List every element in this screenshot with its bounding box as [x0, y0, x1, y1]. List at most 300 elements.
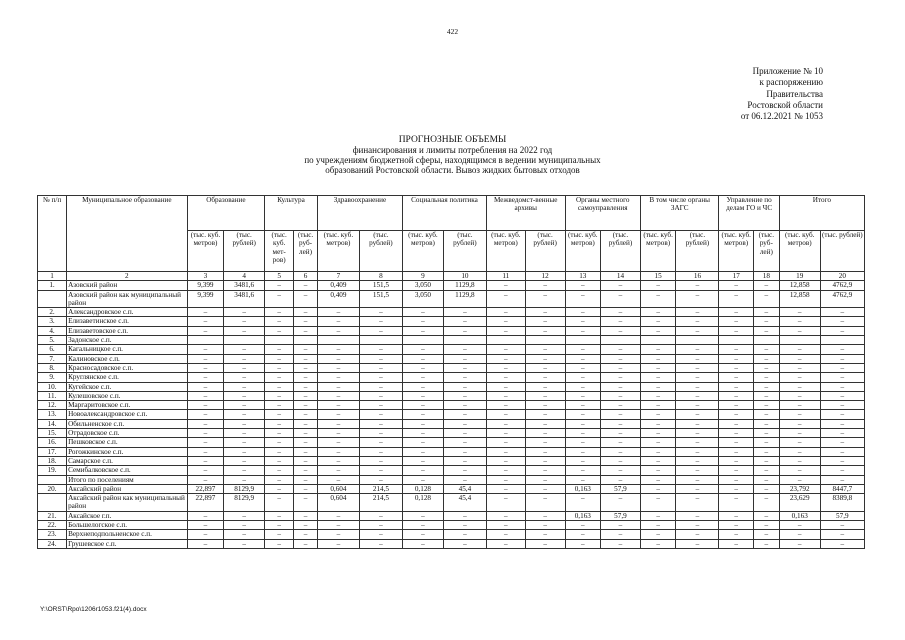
value-cell: – — [676, 410, 719, 419]
municipality-name-cell: Большелогское с.п. — [67, 521, 188, 530]
value-cell: – — [359, 530, 402, 539]
column-index-cell: 12 — [525, 272, 565, 281]
value-cell: – — [265, 539, 294, 548]
value-cell: – — [265, 308, 294, 317]
value-cell: – — [486, 447, 525, 456]
value-cell: – — [443, 308, 486, 317]
value-cell: 45,4 — [443, 484, 486, 493]
value-cell: 0,604 — [317, 484, 359, 493]
value-cell: – — [565, 354, 601, 363]
column-index-cell: 20 — [820, 272, 864, 281]
municipality-name-cell: Кагальницкое с.п. — [67, 345, 188, 354]
value-cell: – — [187, 429, 224, 438]
value-cell: – — [753, 382, 779, 391]
table-row — [38, 354, 865, 363]
value-cell: – — [187, 466, 224, 475]
value-cell: 151,5 — [359, 290, 402, 308]
value-cell: – — [820, 539, 864, 548]
value-cell: – — [719, 438, 753, 447]
column-index-cell: 13 — [565, 272, 601, 281]
municipality-name-cell: Аксайское г.п. — [67, 511, 188, 520]
table-row — [38, 447, 865, 456]
table-row — [38, 419, 865, 428]
value-cell: – — [359, 391, 402, 400]
row-number-cell: 10. — [38, 382, 67, 391]
value-cell: – — [565, 363, 601, 372]
value-cell: – — [294, 281, 318, 290]
value-cell: – — [443, 511, 486, 520]
value-cell: – — [565, 530, 601, 539]
value-cell: – — [565, 419, 601, 428]
value-cell: – — [779, 475, 820, 484]
value-cell: – — [525, 447, 565, 456]
value-cell: – — [820, 438, 864, 447]
row-number-cell: 17. — [38, 447, 67, 456]
value-cell: 12,858 — [779, 281, 820, 290]
column-index-cell: 16 — [676, 272, 719, 281]
group-header: Итого — [779, 196, 864, 231]
value-cell: – — [443, 326, 486, 335]
value-cell: 4762,9 — [820, 281, 864, 290]
row-number-cell: 9. — [38, 373, 67, 382]
value-cell: – — [601, 475, 641, 484]
table-row — [38, 308, 865, 317]
value-cell: – — [486, 511, 525, 520]
value-cell: – — [402, 382, 443, 391]
value-cell: – — [779, 466, 820, 475]
value-cell: – — [187, 363, 224, 372]
value-cell: – — [525, 326, 565, 335]
value-cell: – — [719, 419, 753, 428]
value-cell: – — [317, 363, 359, 372]
value-cell: – — [640, 456, 676, 465]
value-cell: – — [402, 419, 443, 428]
value-cell: – — [753, 438, 779, 447]
unit-header: (тыс. рублей) — [820, 231, 864, 272]
value-cell: – — [402, 521, 443, 530]
value-cell: – — [317, 401, 359, 410]
value-cell: – — [676, 539, 719, 548]
value-cell: 3,050 — [402, 281, 443, 290]
value-cell: – — [294, 345, 318, 354]
value-cell: 1129,8 — [443, 281, 486, 290]
value-cell — [601, 336, 641, 345]
value-cell: – — [601, 466, 641, 475]
table-row — [38, 438, 865, 447]
value-cell: – — [402, 326, 443, 335]
value-cell: – — [719, 521, 753, 530]
value-cell: – — [601, 521, 641, 530]
value-cell: – — [640, 373, 676, 382]
value-cell: – — [753, 456, 779, 465]
municipality-name-cell: Кулешовское с.п. — [67, 391, 188, 400]
value-cell: – — [443, 354, 486, 363]
row-number-cell: 16. — [38, 438, 67, 447]
value-cell: – — [486, 373, 525, 382]
value-cell: – — [601, 317, 641, 326]
row-number-cell: 22. — [38, 521, 67, 530]
value-cell: – — [443, 466, 486, 475]
value-cell: – — [640, 354, 676, 363]
table-header — [38, 196, 865, 281]
value-cell: – — [265, 530, 294, 539]
value-cell: – — [753, 475, 779, 484]
value-cell: – — [486, 494, 525, 512]
value-cell: – — [525, 281, 565, 290]
value-cell: – — [359, 521, 402, 530]
municipality-name-cell: Задонское с.п. — [67, 336, 188, 345]
unit-header: (тыс. куб. метров) — [486, 231, 525, 272]
value-cell: 22,897 — [187, 484, 224, 493]
value-cell: – — [640, 419, 676, 428]
value-cell: – — [224, 511, 265, 520]
value-cell: – — [820, 308, 864, 317]
value-cell: – — [359, 317, 402, 326]
value-cell: – — [294, 419, 318, 428]
value-cell: – — [486, 345, 525, 354]
value-cell: – — [486, 466, 525, 475]
value-cell: – — [820, 317, 864, 326]
unit-header: (тыс. куб. метров) — [317, 231, 359, 272]
table-body — [38, 281, 865, 549]
unit-header: (тыс. рублей) — [676, 231, 719, 272]
value-cell: – — [265, 354, 294, 363]
row-number-cell: 6. — [38, 345, 67, 354]
value-cell: – — [187, 382, 224, 391]
column-index-cell: 14 — [601, 272, 641, 281]
value-cell: – — [753, 484, 779, 493]
value-cell: – — [565, 345, 601, 354]
value-cell: 22,897 — [187, 494, 224, 512]
column-index-cell: 19 — [779, 272, 820, 281]
value-cell: – — [565, 475, 601, 484]
row-number-cell: 23. — [38, 530, 67, 539]
value-cell: – — [317, 511, 359, 520]
title-line-1: ПРОГНОЗНЫЕ ОБЪЕМЫ — [398, 135, 507, 145]
table-row — [38, 391, 865, 400]
value-cell: – — [525, 410, 565, 419]
value-cell: – — [565, 401, 601, 410]
value-cell: – — [676, 354, 719, 363]
value-cell: – — [265, 326, 294, 335]
value-cell: – — [294, 539, 318, 548]
unit-header: (тыс. рублей) — [601, 231, 641, 272]
municipality-name-cell: Семибалковское с.п. — [67, 466, 188, 475]
value-cell: – — [486, 382, 525, 391]
table-row — [38, 336, 865, 345]
value-cell: – — [402, 466, 443, 475]
row-number-cell: 3. — [38, 317, 67, 326]
column-index-cell: 10 — [443, 272, 486, 281]
value-cell: 0,604 — [317, 494, 359, 512]
value-cell — [224, 336, 265, 345]
value-cell: – — [820, 345, 864, 354]
value-cell: – — [820, 401, 864, 410]
value-cell: – — [525, 521, 565, 530]
value-cell — [719, 336, 753, 345]
value-cell: – — [187, 308, 224, 317]
unit-header: (тыс. куб. мет-ров) — [265, 231, 294, 272]
value-cell: – — [779, 382, 820, 391]
value-cell: – — [779, 410, 820, 419]
value-cell: – — [224, 419, 265, 428]
column-index-cell: 6 — [294, 272, 318, 281]
unit-header: (тыс. куб. метров) — [719, 231, 753, 272]
value-cell: – — [402, 317, 443, 326]
value-cell: – — [640, 326, 676, 335]
column-index-cell: 2 — [67, 272, 188, 281]
value-cell: – — [753, 466, 779, 475]
title-line-2: финансирования и лимиты потребления на 2022 год — [352, 145, 553, 155]
value-cell: 214,5 — [359, 494, 402, 512]
value-cell: – — [525, 475, 565, 484]
value-cell — [820, 336, 864, 345]
appendix-note: Приложение № 10 к распоряжению Правительства Ростовской области от 06.12.2021 № 1053 — [740, 66, 823, 122]
value-cell: 1129,8 — [443, 290, 486, 308]
value-cell — [753, 336, 779, 345]
value-cell: – — [676, 326, 719, 335]
value-cell: 9,399 — [187, 290, 224, 308]
value-cell: – — [676, 317, 719, 326]
value-cell — [317, 336, 359, 345]
document-title — [0, 135, 905, 175]
value-cell: – — [565, 429, 601, 438]
value-cell: – — [486, 438, 525, 447]
value-cell: – — [265, 345, 294, 354]
value-cell: – — [359, 354, 402, 363]
value-cell: – — [265, 401, 294, 410]
value-cell: – — [601, 373, 641, 382]
row-number-cell: 20. — [38, 484, 67, 493]
value-cell: – — [601, 456, 641, 465]
value-cell: – — [640, 391, 676, 400]
value-cell: – — [486, 354, 525, 363]
unit-header: (тыс. руб-лей) — [294, 231, 318, 272]
value-cell: – — [525, 511, 565, 520]
header-index-row — [38, 272, 865, 281]
value-cell: – — [640, 281, 676, 290]
value-cell: – — [224, 530, 265, 539]
value-cell: – — [359, 419, 402, 428]
unit-header: (тыс. рублей) — [443, 231, 486, 272]
value-cell: – — [676, 530, 719, 539]
value-cell: 3481,6 — [224, 290, 265, 308]
value-cell: – — [317, 354, 359, 363]
value-cell: – — [443, 438, 486, 447]
column-index-cell: 5 — [265, 272, 294, 281]
municipality-name-cell: Верхнеподпольненское с.п. — [67, 530, 188, 539]
value-cell: – — [565, 410, 601, 419]
value-cell: – — [565, 290, 601, 308]
value-cell: – — [443, 447, 486, 456]
value-cell: – — [317, 521, 359, 530]
value-cell: – — [820, 373, 864, 382]
value-cell: – — [719, 363, 753, 372]
value-cell: – — [359, 438, 402, 447]
value-cell — [779, 336, 820, 345]
value-cell: – — [719, 530, 753, 539]
value-cell: – — [601, 447, 641, 456]
value-cell: – — [640, 410, 676, 419]
group-header: Управление по делам ГО и ЧС — [719, 196, 779, 231]
column-index-cell: 9 — [402, 272, 443, 281]
value-cell: 0,128 — [402, 484, 443, 493]
value-cell: – — [486, 401, 525, 410]
value-cell: – — [565, 456, 601, 465]
value-cell: – — [224, 438, 265, 447]
value-cell: – — [753, 326, 779, 335]
value-cell: – — [486, 484, 525, 493]
value-cell: – — [719, 410, 753, 419]
row-number-cell: 5. — [38, 336, 67, 345]
value-cell: – — [265, 410, 294, 419]
value-cell: – — [779, 373, 820, 382]
value-cell: – — [820, 326, 864, 335]
value-cell: – — [565, 494, 601, 512]
value-cell: – — [317, 530, 359, 539]
value-cell: 3,050 — [402, 290, 443, 308]
group-header: Межведомст-венные архивы — [486, 196, 565, 231]
value-cell: – — [779, 401, 820, 410]
value-cell — [187, 336, 224, 345]
value-cell: – — [317, 456, 359, 465]
value-cell: – — [265, 511, 294, 520]
value-cell: – — [294, 521, 318, 530]
value-cell: – — [525, 419, 565, 428]
value-cell: – — [443, 475, 486, 484]
value-cell: – — [719, 475, 753, 484]
municipality-name-cell: Александровское с.п. — [67, 308, 188, 317]
value-cell: – — [443, 456, 486, 465]
value-cell: – — [779, 429, 820, 438]
value-cell: – — [265, 290, 294, 308]
value-cell: – — [402, 530, 443, 539]
value-cell: – — [443, 317, 486, 326]
value-cell — [265, 336, 294, 345]
value-cell: – — [317, 466, 359, 475]
value-cell: – — [525, 345, 565, 354]
row-number-cell: 12. — [38, 401, 67, 410]
value-cell: – — [525, 494, 565, 512]
value-cell: – — [525, 391, 565, 400]
table-row — [38, 494, 865, 512]
value-cell: – — [779, 419, 820, 428]
row-number-cell: 7. — [38, 354, 67, 363]
table-row — [38, 373, 865, 382]
value-cell: 8389,8 — [820, 494, 864, 512]
value-cell: – — [753, 429, 779, 438]
value-cell: – — [359, 363, 402, 372]
value-cell: – — [753, 494, 779, 512]
value-cell: – — [294, 475, 318, 484]
value-cell: – — [753, 373, 779, 382]
value-cell: – — [294, 363, 318, 372]
value-cell: – — [265, 447, 294, 456]
value-cell: 57,9 — [601, 511, 641, 520]
value-cell: – — [640, 308, 676, 317]
value-cell: – — [265, 466, 294, 475]
value-cell: – — [525, 456, 565, 465]
title-line-4: образований Ростовской области. Вывоз жидких бытовых отходов — [325, 165, 580, 175]
value-cell: – — [443, 530, 486, 539]
column-index-cell: 4 — [224, 272, 265, 281]
value-cell: – — [486, 530, 525, 539]
value-cell: – — [525, 429, 565, 438]
value-cell: – — [443, 539, 486, 548]
row-number-cell: 18. — [38, 456, 67, 465]
value-cell: – — [565, 326, 601, 335]
value-cell: – — [601, 308, 641, 317]
value-cell: – — [187, 447, 224, 456]
value-cell: – — [187, 539, 224, 548]
value-cell: – — [525, 308, 565, 317]
value-cell — [525, 336, 565, 345]
municipality-name-cell: Елизаветовское с.п. — [67, 326, 188, 335]
value-cell: – — [676, 308, 719, 317]
row-number-cell: 24. — [38, 539, 67, 548]
value-cell: 0,409 — [317, 281, 359, 290]
value-cell: – — [640, 447, 676, 456]
value-cell: – — [443, 345, 486, 354]
value-cell: – — [294, 410, 318, 419]
value-cell: – — [601, 429, 641, 438]
value-cell: – — [265, 456, 294, 465]
value-cell: – — [676, 401, 719, 410]
value-cell: – — [294, 429, 318, 438]
value-cell: – — [676, 363, 719, 372]
value-cell: – — [640, 466, 676, 475]
group-header: В том числе органы ЗАГС — [640, 196, 719, 231]
title-line-3: по учреждениям бюджетной сферы, находящимся в ведении муниципальных — [304, 155, 601, 165]
group-header: Социальная политика — [402, 196, 486, 231]
value-cell: – — [601, 345, 641, 354]
value-cell: – — [779, 326, 820, 335]
value-cell: – — [676, 475, 719, 484]
value-cell: – — [719, 326, 753, 335]
value-cell: – — [187, 326, 224, 335]
value-cell: – — [224, 382, 265, 391]
value-cell: – — [294, 456, 318, 465]
value-cell: – — [402, 363, 443, 372]
value-cell: – — [486, 326, 525, 335]
value-cell: – — [525, 382, 565, 391]
value-cell: – — [294, 530, 318, 539]
value-cell: – — [719, 290, 753, 308]
value-cell: – — [753, 410, 779, 419]
row-number-cell: 2. — [38, 308, 67, 317]
value-cell: – — [676, 456, 719, 465]
file-path-footer: Y:\ORST\Rpo\1206r1053.f21(4).docx — [40, 606, 147, 613]
value-cell: – — [317, 308, 359, 317]
value-cell: – — [601, 326, 641, 335]
value-cell: – — [753, 539, 779, 548]
value-cell: – — [224, 456, 265, 465]
row-number-cell — [38, 475, 67, 484]
value-cell: – — [525, 363, 565, 372]
row-number-cell — [38, 290, 67, 308]
value-cell: – — [359, 475, 402, 484]
table-row — [38, 456, 865, 465]
value-cell: – — [359, 447, 402, 456]
value-cell: – — [443, 363, 486, 372]
value-cell: – — [265, 521, 294, 530]
value-cell: – — [187, 373, 224, 382]
value-cell: – — [820, 429, 864, 438]
table-row — [38, 475, 865, 484]
page-number: 422 — [446, 27, 459, 36]
value-cell: – — [719, 539, 753, 548]
value-cell: – — [224, 521, 265, 530]
